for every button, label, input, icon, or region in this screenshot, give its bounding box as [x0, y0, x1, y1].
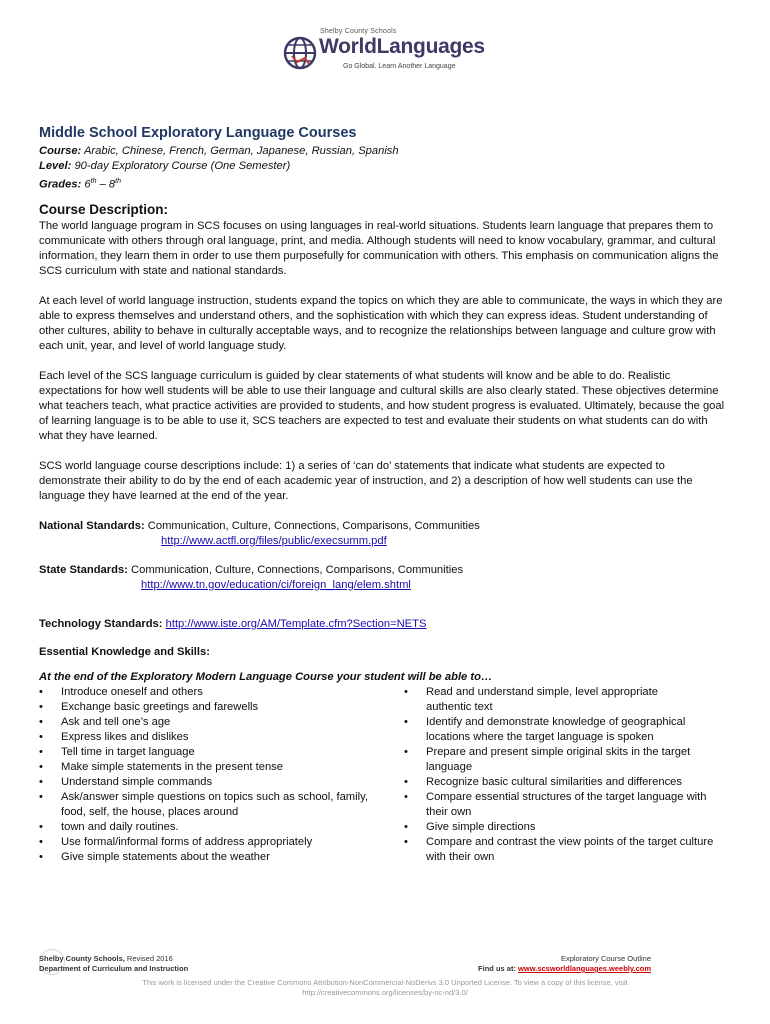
description-paragraph: SCS world language course descriptions include: 1) a series of ‘can do’ statements that indicate what students are expected to demonstrate their ability to do by the end of each academic year of instruction, and 2) a description of how well students can use the language they have learned at the end of the year. [39, 459, 693, 502]
footer-department: Department of Curriculum and Instruction [39, 964, 189, 973]
logo-brand-text: WorldLanguages [319, 35, 485, 58]
level-line: Level: 90-day Exploratory Course (One Semester) [39, 160, 291, 172]
skill-item: • Identify and demonstrate knowledge of geographical locations where the target language is spoken [404, 715, 724, 745]
document-body [39, 125, 729, 865]
skill-item: • Prepare and present simple original skits in the target language [404, 745, 724, 775]
footer-find-label: Find us at: [478, 964, 519, 973]
skill-item: • Introduce oneself and others [39, 685, 404, 700]
technology-standards-label: Technology Standards: [39, 617, 163, 630]
world-languages-logo [283, 28, 483, 78]
skill-item: • Make simple statements in the present tense [39, 760, 404, 775]
national-standards-label: National Standards: [39, 519, 145, 532]
course-meta [39, 144, 729, 193]
national-standards-link[interactable]: http://www.actfl.org/files/public/execsumm.pdf [161, 534, 387, 547]
license-line: This work is licensed under the Creative Commons Attribution-NonCommercial-NoDerivs 3.0 Unported License. To view a copy of this license, visit [142, 978, 628, 987]
footer-left [39, 954, 188, 974]
logo-tagline: Go Global. Learn Another Language [343, 63, 456, 70]
license-notice [0, 978, 770, 998]
state-standards-link[interactable]: http://www.tn.gov/education/ci/foreign_lang/elem.shtml [141, 578, 411, 591]
technology-standards-link[interactable]: http://www.iste.org/AM/Template.cfm?Section=NETS [165, 617, 427, 630]
globe-icon [283, 36, 317, 70]
skill-item: • Give simple directions [404, 820, 724, 835]
national-standards-text: Communication, Culture, Connections, Comparisons, Communities [144, 519, 480, 532]
footer-revised: Revised 2016 [124, 954, 173, 963]
skills-list-left [39, 685, 404, 865]
skill-item: • Ask and tell one’s age [39, 715, 404, 730]
skill-item: • Compare essential structures of the target language with their own [404, 790, 724, 820]
skills-list-right [404, 685, 724, 865]
logo-small-text: Shelby County Schools [320, 28, 397, 35]
footer-website-link[interactable]: www.scsworldlanguages.weebly.com [518, 964, 651, 973]
skill-item: • Compare and contrast the view points of the target culture with their own [404, 835, 724, 865]
skill-item: • Exchange basic greetings and farewells [39, 700, 404, 715]
skill-item: • Ask/answer simple questions on topics such as school, family, food, self, the house, places around [39, 790, 404, 820]
grades-line: Grades: 6th – 8th [39, 178, 121, 191]
course-line: Course: Arabic, Chinese, French, German, Japanese, Russian, Spanish [39, 145, 399, 157]
state-standards-text: Communication, Culture, Connections, Comparisons, Communities [127, 563, 464, 576]
essential-skills-heading: Essential Knowledge and Skills: [39, 645, 210, 658]
page-title: Middle School Exploratory Language Courses [39, 125, 357, 141]
skills-columns [39, 685, 729, 865]
skill-item: • Give simple statements about the weather [39, 850, 404, 865]
skill-item: • Use formal/informal forms of address appropriately [39, 835, 404, 850]
skill-item: • town and daily routines. [39, 820, 404, 835]
state-standards [39, 563, 729, 593]
technology-standards [39, 617, 729, 632]
skill-item: • Understand simple commands [39, 775, 404, 790]
footer-org: Shelby County Schools, [39, 954, 125, 963]
description-paragraph: Each level of the SCS language curriculum is guided by clear statements of what students will know and be able to do. Realistic expectations for how well students will be able to use their language and cultural skills are also clearly stated. These objectives determine what teachers teach, what practice activities are provided to students, and how student progress is evaluated. Ultimately, because the goal of learning language is to be able to use it, SCS teachers are expected to test and evaluate their students on what students can do with what they have learned. [39, 369, 725, 442]
skill-item: • Read and understand simple, level appropriate authentic text [404, 685, 724, 715]
license-link[interactable]: http://creativecommons.org/licenses/by-nc-nd/3.0/ [302, 988, 468, 997]
skill-item: • Recognize basic cultural similarities and differences [404, 775, 724, 790]
footer-outline: Exploratory Course Outline [560, 954, 651, 963]
course-description-heading: Course Description: [39, 201, 169, 217]
footer-right [478, 954, 651, 974]
skill-item: • Tell time in target language [39, 745, 404, 760]
essential-skills-intro: At the end of the Exploratory Modern Language Course your student will be able to… [39, 670, 493, 683]
state-standards-label: State Standards: [39, 563, 128, 576]
description-paragraph: At each level of world language instruction, students expand the topics on which they are able to communicate, the ways in which they are able to express themselves and understand others, and the sophistication with which they can express ideas. Student understanding of other cultures, ability to behave in culturally acceptable ways, and to recognize the relationships between language and culture grow with each unit, year, and level of world language study. [39, 294, 723, 352]
skill-item: • Express likes and dislikes [39, 730, 404, 745]
description-paragraph: The world language program in SCS focuses on using languages in real-world situations. Students learn language that prepares them to communicate with others through oral language, print, and media. Although students will need to know vocabulary, grammar, and cultural information, they learn them in order to use them purposefully for communication with others. This emphasis on communication aligns the SCS curriculum with state and national standards. [39, 219, 719, 277]
national-standards [39, 519, 729, 549]
